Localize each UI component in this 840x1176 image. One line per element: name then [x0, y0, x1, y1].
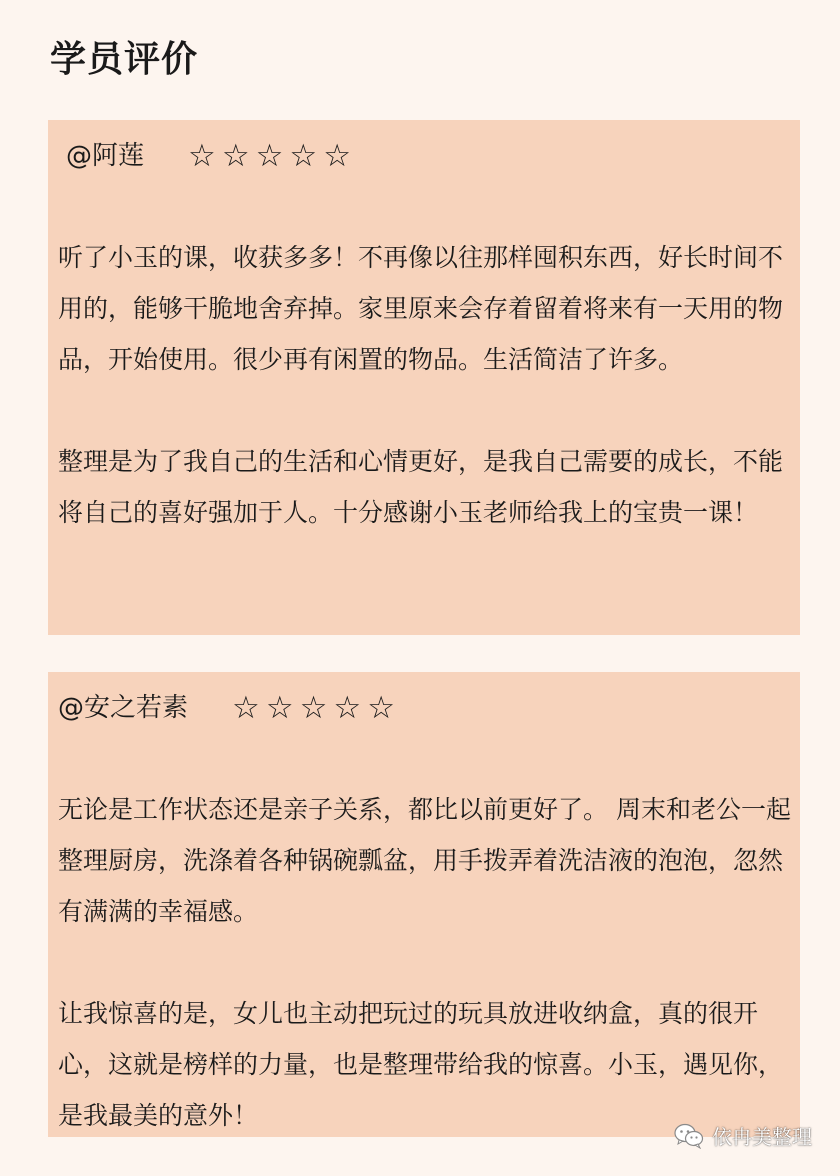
star-rating — [188, 136, 351, 176]
star-icon: ☆ — [188, 138, 216, 174]
star-icon: ☆ — [289, 138, 318, 174]
star-icon: ☆ — [333, 690, 362, 726]
star-icon: ☆ — [255, 138, 284, 174]
review-paragraph: 让我惊喜的是，女儿也主动把玩过的玩具放进收纳盒，真的很开心，这就是榜样的力量，也是整理带给我的惊喜。小玉，遇见你，是我最美的意外！ — [58, 999, 784, 1130]
review-text — [58, 232, 792, 538]
star-icon: ☆ — [221, 138, 250, 174]
review-paragraph: 无论是工作状态还是亲子关系，都比以前更好了。 周末和老公一起整理厨房，洗涤着各种锅碗瓢盆，用手拨弄着洗洁液的泡泡，忽然有满满的幸福感。 — [58, 795, 791, 926]
star-icon: ☆ — [323, 138, 351, 174]
review-paragraph: 听了小玉的课，收获多多！不再像以往那样囤积东西，好长时间不用的，能够干脆地舍弃掉。家里原来会存着留着将来有一天用的物品，开始使用。很少再有闲置的物品。生活简洁了许多。 — [58, 243, 784, 374]
review-card — [48, 120, 800, 635]
reviewer-name: @阿莲 — [66, 141, 145, 171]
review-text — [58, 784, 792, 1141]
wechat-icon — [674, 1123, 704, 1149]
star-icon: ☆ — [232, 690, 260, 726]
account-watermark — [674, 1121, 812, 1150]
star-icon: ☆ — [367, 690, 395, 726]
review-header — [66, 136, 351, 176]
review-card — [48, 672, 800, 1137]
page-title: 学员评价 — [50, 39, 199, 80]
star-icon: ☆ — [265, 690, 294, 726]
review-paragraph: 整理是为了我自己的生活和心情更好，是我自己需要的成长，不能将自己的喜好强加于人。十分感谢小玉老师给我上的宝贵一课！ — [58, 447, 784, 527]
account-name: 依冉美整理 — [712, 1125, 812, 1149]
star-rating — [232, 688, 395, 728]
review-header — [58, 688, 395, 728]
star-icon: ☆ — [299, 690, 328, 726]
reviewer-name: @安之若素 — [58, 693, 189, 723]
